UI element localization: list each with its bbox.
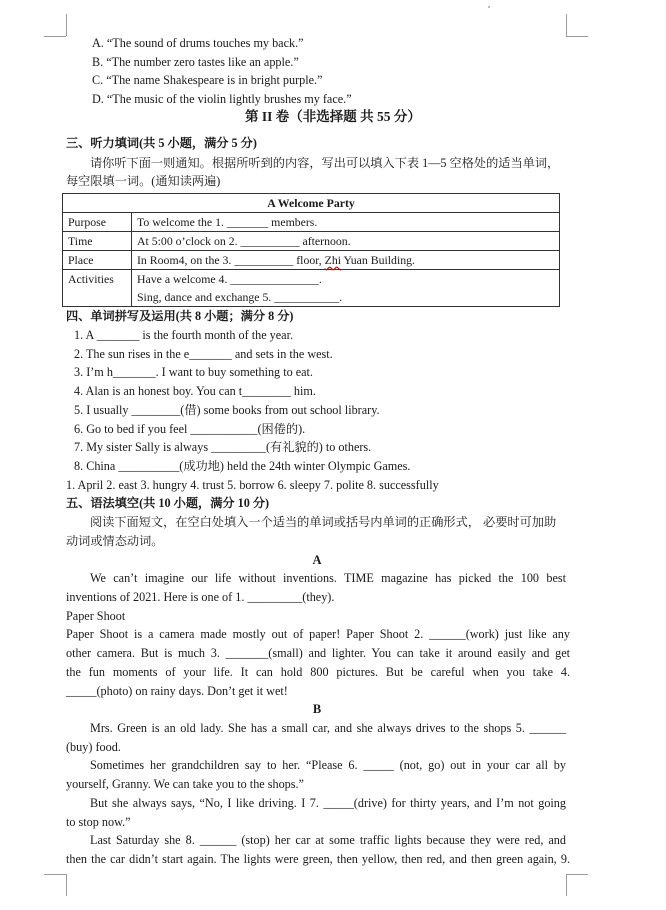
passage-a-line: Paper Shoot: [66, 609, 126, 623]
passage-a-line: _____(photo) on rainy days. Don’t get it wet!: [66, 684, 288, 698]
row-label: Activities: [63, 270, 132, 307]
passage-b-line: But she always says, “No, I like driving. I 7. _____(drive) for thirty years, and I’m not going: [90, 796, 566, 810]
grammar-instruction-2: 动词或情态动词。: [66, 534, 164, 548]
row-label: Purpose: [63, 213, 132, 232]
passage-b-line: Sometimes her grandchildren say to her. “Please 6. _____ (not, go) out in your car all by: [90, 758, 566, 772]
row-label: Time: [63, 232, 132, 251]
row-value-line-2: Sing, dance and exchange 5. ___________.: [137, 290, 343, 304]
table-row: [63, 232, 560, 251]
spelling-item: 5. I usually ________(借) some books from out school library.: [74, 403, 380, 417]
row-label: Place: [63, 251, 132, 270]
passage-b-line: yourself, Granny. We can take you to the shops.”: [66, 777, 304, 791]
row-value: To welcome the 1. _______ members.: [132, 213, 560, 232]
passage-b-line: to stop now.”: [66, 815, 131, 829]
option-d: D. “The music of the violin lightly brushes my face.”: [92, 92, 352, 106]
spelling-item: 6. Go to bed if you feel ___________(困倦的).: [74, 422, 306, 436]
listening-instruction-1: 请你听下面一则通知。根据所听到的内容，写出可以填入下表 1—5 空格处的适当单词，: [90, 156, 560, 170]
passage-a-label: A: [312, 553, 322, 567]
table-row: [63, 213, 560, 232]
crop-mark-top-left-v: [66, 14, 67, 36]
option-a: A. “The sound of drums touches my back.”: [92, 36, 304, 50]
passage-b-line: Mrs. Green is an old lady. She has a small car, and she always drives to the shops 5. ______: [90, 721, 566, 735]
spelling-item: 7. My sister Sally is always _________(有礼貌的) to others.: [74, 440, 372, 454]
crop-mark-bottom-left-v: [66, 874, 67, 896]
row-value-before: In Room4, on the 3. __________ floor,: [137, 253, 325, 267]
welcome-party-table: [62, 193, 560, 307]
passage-b-line: (buy) food.: [66, 740, 121, 754]
option-c: C. “The name Shakespeare is in bright purple.”: [92, 73, 323, 87]
table-row: [63, 251, 560, 270]
spelling-item: 2. The sun rises in the e_______ and sets in the west.: [74, 347, 333, 361]
passage-b-line: then the car didn’t start again. The lights were green, then yellow, then red, and then green again, 9.: [66, 852, 570, 866]
passage-b-label: B: [312, 702, 322, 716]
passage-a-line: other camera. But is much 3. _______(small) and lighter. You can take it around easily and get: [66, 646, 570, 660]
table-title: A Welcome Party: [63, 194, 560, 213]
table-row: [63, 270, 560, 307]
spelling-item: 8. China __________(成功地) held the 24th winter Olympic Games.: [74, 459, 411, 473]
crop-mark-bottom-right-h: [566, 874, 588, 875]
row-value-wavy: Zhi: [324, 253, 342, 267]
spelling-item: 3. I’m h_______. I want to buy something to eat.: [74, 365, 313, 379]
option-b: B. “The number zero tastes like an apple.”: [92, 55, 299, 69]
listening-heading: 三、听力填词(共 5 小题，满分 5 分): [66, 136, 257, 150]
listening-instruction-2: 每空限填一词。(通知读两遍): [66, 174, 221, 188]
spelling-item: 4. Alan is an honest boy. You can t________ him.: [74, 384, 316, 398]
crop-mark-bottom-right-v: [566, 874, 567, 896]
spelling-answers: 1. April 2. east 3. hungry 4. trust 5. borrow 6. sleepy 7. polite 8. successfully: [66, 478, 439, 492]
crop-mark-top-right-v: [566, 14, 567, 36]
row-value-after: Yuan Building.: [341, 253, 415, 267]
crop-mark-bottom-left-h: [44, 874, 66, 875]
spelling-item: 1. A _______ is the fourth month of the year.: [74, 328, 294, 342]
part2-title: 第 II 卷（非选择题 共 55 分）: [245, 109, 421, 124]
passage-a-line: the fun moments of your life. It can hold 800 pictures. But be careful when you take 4.: [66, 665, 570, 679]
row-value: At 5:00 o’clock on 2. __________ afternoon.: [132, 232, 560, 251]
passage-a-line: Paper Shoot is a camera made mostly out of paper! Paper Shoot 2. ______(work) just like any: [66, 627, 570, 641]
spelling-heading: 四、单词拼写及运用(共 8 小题；满分 8 分): [66, 309, 294, 323]
passage-a-line: inventions of 2021. Here is one of 1. _________(they).: [66, 590, 335, 604]
crop-mark-top-left-h: [44, 36, 66, 37]
row-value: [132, 251, 560, 270]
grammar-instruction-1: 阅读下面短文，在空白处填入一个适当的单词或括号内单词的正确形式， 必要时可加助: [90, 515, 557, 529]
speck: [488, 6, 490, 8]
grammar-heading: 五、语法填空(共 10 小题，满分 10 分): [66, 496, 270, 510]
passage-b-line: Last Saturday she 8. ______ (stop) her car at some traffic lights because they were red, and: [90, 833, 566, 847]
row-value-line-1: Have a welcome 4. _______________.: [137, 272, 322, 286]
row-value: [132, 270, 560, 307]
passage-a-line: We can’t imagine our life without inventions. TIME magazine has picked the 100 best: [90, 571, 566, 585]
